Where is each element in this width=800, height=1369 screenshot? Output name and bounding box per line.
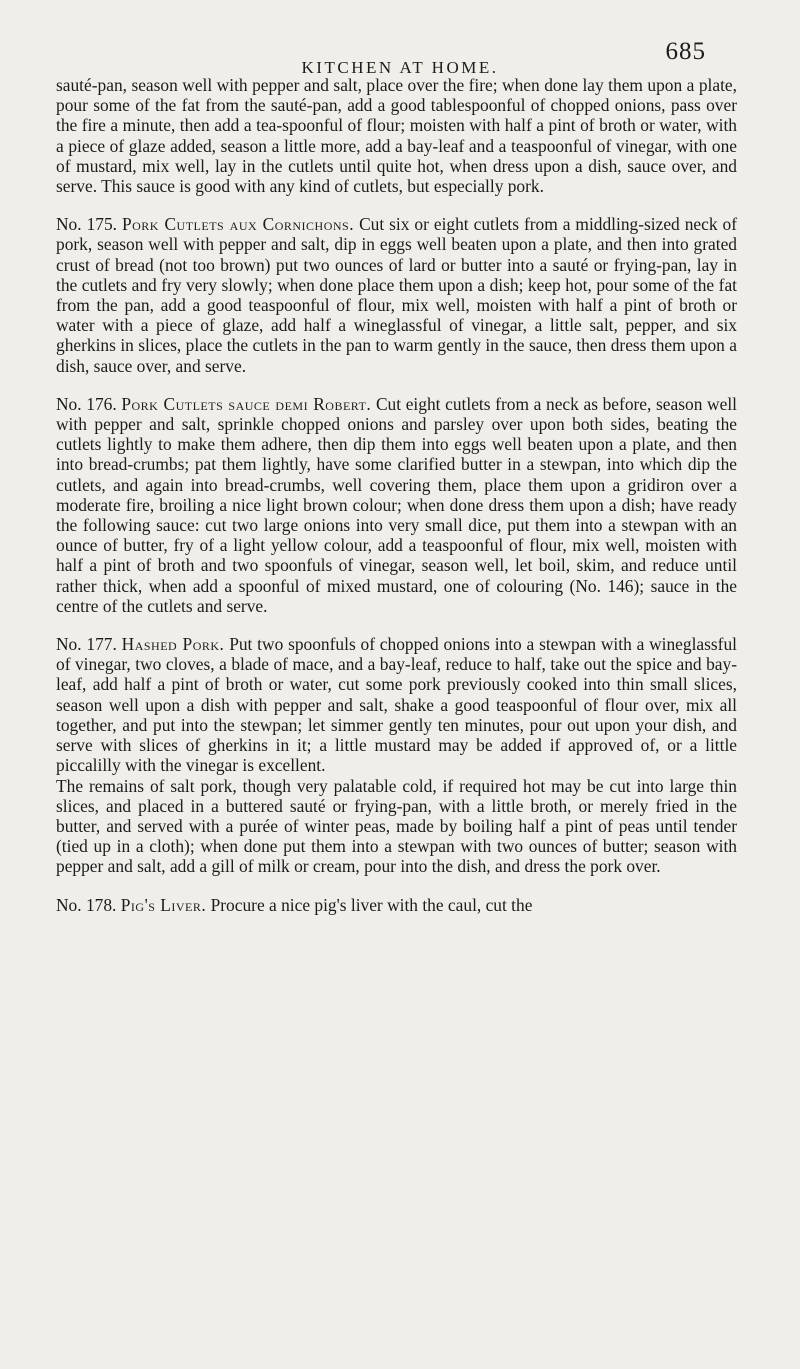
recipe-title: Hashed Pork.	[121, 634, 225, 655]
recipe-178	[56, 895, 737, 915]
recipe-177	[56, 634, 737, 775]
running-head: KITCHEN AT HOME.	[301, 58, 499, 77]
recipe-title: Pig's Liver.	[120, 894, 207, 915]
recipe-176	[56, 394, 737, 616]
recipe-text: Cut six or eight cutlets from a middling-sized neck of pork, season well with pepper and salt, dip in eggs well beaten upon a plate, and then into grated crust of bread (not too brown) put two ounces of lard or butter into a sauté or frying-pan, lay in the cutlets and fry very slowly; when done place them upon a dish; keep hot, pour some of the fat from the pan, add a good teaspoonful of flour, mix well, moisten with half a pint of broth or water with a piece of glaze, add half a wineglassful of vinegar, a little salt, pepper, and six gherkins in slices, place the cutlets in the pan to warm gently in the sauce, then dress them upon a dish, sauce over, and serve.	[56, 214, 737, 376]
recipe-text: Cut eight cutlets from a neck as before, season well with pepper and salt, sprinkle chopped onions and parsley over upon both sides, beating the cutlets lightly to make them adhere, then dip them into eggs well beaten upon a plate, and then into bread-crumbs; pat them lightly, have some clarified butter in a stewpan, into which dip the cutlets, and again into bread-crumbs, well covering them, place them upon a gridiron over a moderate fire, broiling a nice light brown colour; when done dress them upon a dish; have ready the following sauce: cut two large onions into very small dice, put them into a stewpan with an ounce of butter, fry of a light yellow colour, add a teaspoonful of flour, mix well, moisten with half a pint of broth and two spoonfuls of vinegar, season well, let boil, skim, and reduce until rather thick, when add a spoonful of mixed mustard, one of colouring (No. 146); sauce in the centre of the cutlets and serve.	[56, 393, 737, 616]
paragraph-text: The remains of salt pork, though very palatable cold, if required hot may be cut into large thin slices, and placed in a buttered sauté or frying-pan, with a little broth, or merely fried in the butter, and served with a purée of winter peas, made by boiling half a pint of peas until tender (tied up in a cloth); when done put them into a stewpan with two ounces of butter; season with pepper and salt, add a gill of milk or cream, pour into the dish, and dress the pork over.	[56, 775, 737, 877]
page-number: 685	[665, 38, 706, 65]
page-header	[0, 18, 800, 78]
recipe-title: Pork Cutlets sauce demi Robert.	[121, 393, 372, 414]
recipe-number: No. 177.	[56, 634, 117, 655]
body-text	[56, 75, 737, 915]
paragraph-text: sauté-pan, season well with pepper and salt, place over the fire; when done lay them upon a plate, pour some of the fat from the sauté-pan, add a good tablespoonful of chopped onions, pass over the fire a minute, then add a tea-spoonful of flour; moisten with half a pint of broth or water, with a piece of glaze added, season a little more, add a bay-leaf and a teaspoonful of vinegar, with one of mustard, mix well, lay in the cutlets until quite hot, when dress upon a dish, sauce over, and serve. This sauce is good with any kind of cutlets, but especially pork.	[56, 75, 737, 197]
recipe-number: No. 175.	[56, 214, 117, 235]
paragraph-intro	[56, 75, 737, 196]
recipe-title: Pork Cutlets aux Cornichons.	[121, 214, 355, 235]
recipe-177-continued	[56, 776, 737, 877]
recipe-number: No. 176.	[56, 393, 117, 414]
recipe-number: No. 178.	[56, 894, 117, 915]
recipe-text: Procure a nice pig's liver with the caul, cut the	[210, 894, 533, 915]
recipe-text: Put two spoonfuls of chopped onions into a stewpan with a wineglassful of vinegar, two cloves, a blade of mace, and a bay-leaf, reduce to half, take out the spice and bay-leaf, add half a pint of broth or water, cut some pork previously cooked into thin small slices, season well upon a dish with pepper and salt, shake a good teaspoonful of flour over, mix all together, and put into the stewpan; let simmer gently ten minutes, pour out upon your dish, and serve with slices of gherkins in it; a little mustard may be added if approved of, or a little piccalilly with the vinegar is excellent.	[56, 634, 737, 776]
recipe-175	[56, 214, 737, 376]
